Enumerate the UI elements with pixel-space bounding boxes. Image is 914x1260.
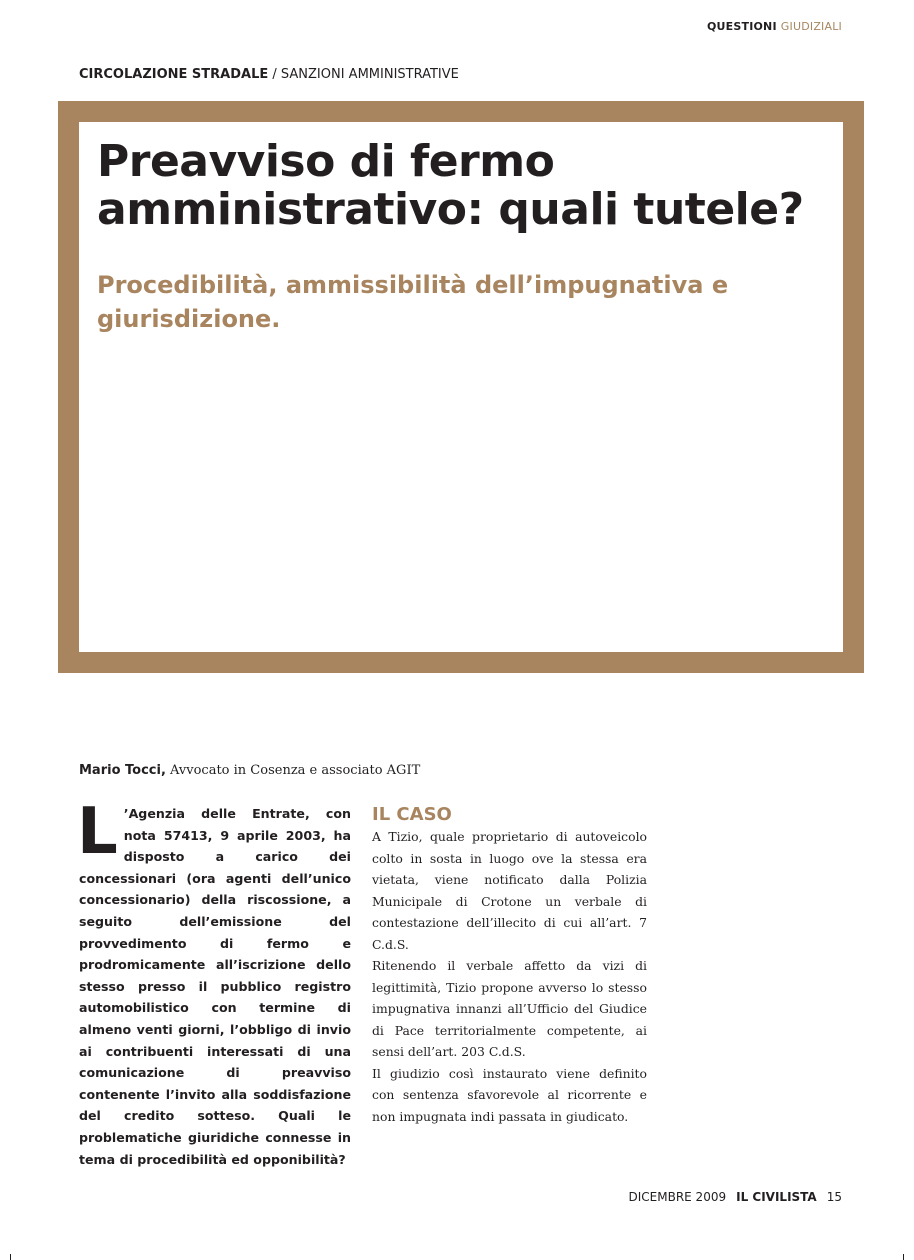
- article-title: Preavviso di fermo amministrativo: quali tutele?: [97, 136, 804, 235]
- page-footer: [629, 1190, 843, 1204]
- category-main: CIRCOLAZIONE STRADALE: [79, 67, 269, 82]
- page-number: 15: [826, 1190, 842, 1204]
- category-separator: /: [268, 67, 281, 82]
- running-header: [707, 20, 842, 33]
- case-heading: IL CASO: [372, 804, 452, 825]
- drop-cap: L: [77, 795, 118, 869]
- case-box: [372, 804, 647, 1127]
- case-paragraph: A Tizio, quale proprietario di autoveicolo colto in sosta in luogo ove la stessa era vietata, viene notificato dalla Polizia Municipale di Crotone un verbale di contestazione dell’illecito di cui all’art. 7 C.d.S.: [372, 829, 647, 952]
- intro-text: ’Agenzia delle Entrate, con nota 57413, 9 aprile 2003, ha disposto a carico dei concessionari (ora agenti dell’unico concessionario) della riscossione, a seguito dell’emissione del provvedimento di fermo e prodromicamente all’iscrizione dello stesso presso il pubblico registro automobilistico con termine di almeno venti giorni, l’obbligo di invio ai contribuenti interessati di una comunicazione di preavviso contenente l’invito alla soddisfazione del credito sotteso. Quali le problematiche giuridiche connesse in tema di procedibilità ed opponibilità?: [79, 806, 351, 1167]
- crop-mark: [903, 1254, 904, 1260]
- case-paragraph: Ritenendo il verbale affetto da vizi di legittimità, Tizio propone avverso lo stesso impugnativa innanzi all’Ufficio del Giudice di Pace territorialmente competente, ai sensi dell’art. 203 C.d.S.: [372, 958, 647, 1059]
- intro-paragraph: [77, 795, 351, 1170]
- author-affiliation: Avvocato in Cosenza e associato AGIT: [165, 763, 421, 778]
- category-line: [79, 67, 459, 82]
- author-line: [79, 763, 420, 778]
- case-paragraph: Il giudizio così instaurato viene definito con sentenza sfavorevole al ricorrente e non impugnata indi passata in giudicato.: [372, 1065, 647, 1124]
- crop-mark: [10, 1254, 11, 1260]
- header-section: QUESTIONI: [706, 20, 777, 33]
- category-sub: SANZIONI AMMINISTRATIVE: [280, 67, 459, 82]
- article-subtitle: Procedibilità, ammissibilità dell’impugnativa e giurisdizione.: [97, 271, 729, 333]
- footer-magazine: IL CIVILISTA: [736, 1190, 817, 1204]
- footer-date: DICEMBRE 2009: [628, 1190, 727, 1204]
- header-subsection: GIUDIZIALI: [780, 20, 842, 33]
- author-name: Mario Tocci,: [79, 763, 166, 778]
